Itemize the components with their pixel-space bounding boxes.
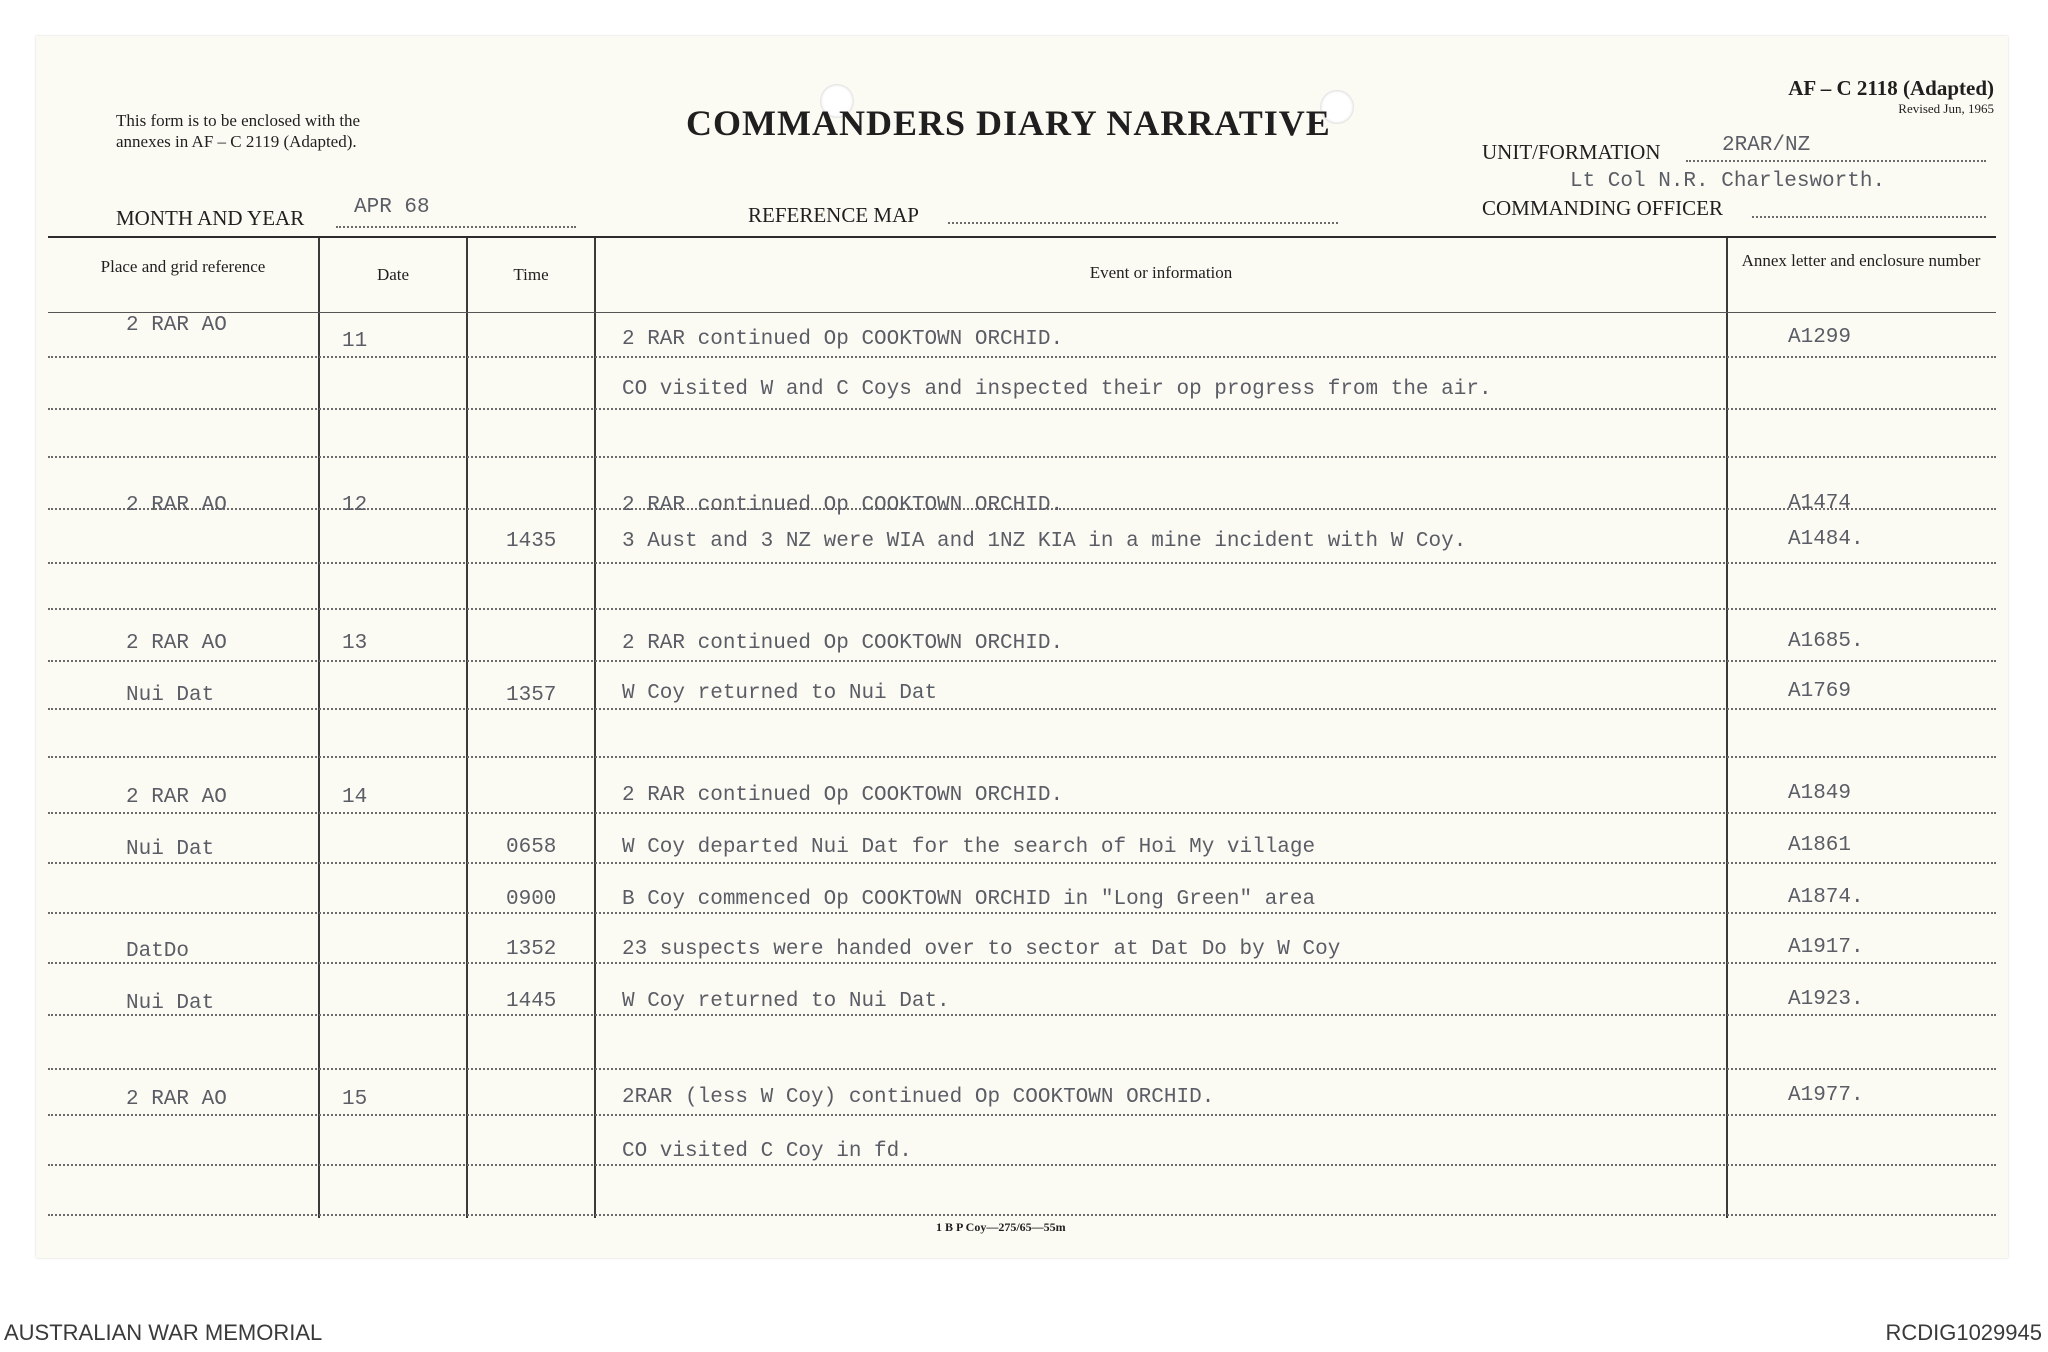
- entry-annex: A1484.: [1788, 528, 1864, 551]
- entry-date: 15: [342, 1088, 368, 1111]
- entry-event: CO visited C Coy in fd.: [622, 1140, 912, 1163]
- entry-date: 13: [342, 632, 368, 655]
- entry-time: 0900: [506, 888, 557, 911]
- entry-time: 1435: [506, 530, 557, 553]
- column-header-event: Event or information: [1089, 263, 1233, 282]
- entry-annex: A1685.: [1788, 630, 1864, 653]
- entry-event: 2 RAR continued Op COOKTOWN ORCHID.: [622, 632, 1064, 655]
- printer-code: 1 B P Coy—275/65—55m: [936, 1220, 1066, 1234]
- entry-time: 1445: [506, 990, 557, 1013]
- entry-annex: A1977.: [1788, 1084, 1864, 1107]
- entry-event: 2 RAR continued Op COOKTOWN ORCHID.: [622, 494, 1064, 517]
- form-instructions: This form is to be enclosed with the annexes in AF – C 2119 (Adapted).: [116, 111, 361, 151]
- entry-place: 2 RAR AO: [126, 494, 227, 517]
- entry-place: Nui Dat: [126, 684, 215, 707]
- column-header-date: Date: [376, 265, 410, 284]
- table-top-rule: [48, 236, 1996, 238]
- entry-place: 2 RAR AO: [126, 1088, 227, 1111]
- entry-date: 12: [342, 494, 368, 517]
- column-header-place: Place and grid reference: [100, 257, 266, 276]
- entry-event: 2 RAR continued Op COOKTOWN ORCHID.: [622, 784, 1064, 807]
- archive-caption-left: AUSTRALIAN WAR MEMORIAL: [4, 1320, 323, 1345]
- entry-annex: A1861: [1788, 834, 1852, 857]
- entry-event: 3 Aust and 3 NZ were WIA and 1NZ KIA in a mine incident with W Coy.: [622, 530, 1467, 553]
- entry-place: Nui Dat: [126, 992, 215, 1015]
- entry-place: DatDo: [126, 940, 190, 963]
- entry-event: W Coy returned to Nui Dat.: [622, 990, 950, 1013]
- entry-time: 1352: [506, 938, 557, 961]
- column-header-annex: Annex letter and enclosure number: [1741, 251, 1981, 270]
- entry-annex: A1917.: [1788, 936, 1864, 959]
- entry-annex: A1299: [1788, 326, 1852, 349]
- unit-formation-label: UNIT/FORMATION: [1482, 140, 1661, 164]
- entry-annex: A1923.: [1788, 988, 1864, 1011]
- unit-formation-value: 2RAR/NZ: [1722, 134, 1811, 157]
- month-year-label: MONTH AND YEAR: [116, 206, 305, 230]
- form-title: COMMANDERS DIARY NARRATIVE: [686, 103, 1331, 143]
- entry-date: 14: [342, 786, 368, 809]
- entry-place: Nui Dat: [126, 838, 215, 861]
- entry-event: 2RAR (less W Coy) continued Op COOKTOWN ORCHID.: [622, 1086, 1215, 1109]
- form-code: AF – C 2118 (Adapted): [1788, 76, 1994, 100]
- diary-form-sheet: [36, 36, 2008, 1258]
- commanding-officer-label: COMMANDING OFFICER: [1482, 196, 1723, 220]
- entry-place: 2 RAR AO: [126, 786, 227, 809]
- entry-date: 11: [342, 330, 368, 353]
- entry-place: 2 RAR AO: [126, 314, 227, 337]
- entry-event: W Coy departed Nui Dat for the search of Hoi My village: [622, 836, 1316, 859]
- entry-annex: A1849: [1788, 782, 1852, 805]
- entry-time: 0658: [506, 836, 557, 859]
- commanding-officer-value: Lt Col N.R. Charlesworth.: [1570, 170, 1886, 193]
- entry-event: 2 RAR continued Op COOKTOWN ORCHID.: [622, 328, 1064, 351]
- entry-event: W Coy returned to Nui Dat: [622, 682, 938, 705]
- entry-event: 23 suspects were handed over to sector at Dat Do by W Coy: [622, 938, 1341, 961]
- entry-event: B Coy commenced Op COOKTOWN ORCHID in "Long Green" area: [622, 888, 1316, 911]
- form-revision: Revised Jun, 1965: [1898, 101, 1994, 116]
- entry-annex: A1874.: [1788, 886, 1864, 909]
- entry-annex: A1474: [1788, 492, 1852, 515]
- entry-annex: A1769: [1788, 680, 1852, 703]
- archive-caption-right: RCDIG1029945: [1885, 1320, 2042, 1345]
- entry-time: 1357: [506, 684, 557, 707]
- month-year-value: APR 68: [354, 196, 430, 219]
- entry-event: CO visited W and C Coys and inspected their op progress from the air.: [622, 378, 1492, 401]
- entry-place: 2 RAR AO: [126, 632, 227, 655]
- column-header-time: Time: [513, 265, 549, 284]
- reference-map-label: REFERENCE MAP: [748, 203, 919, 227]
